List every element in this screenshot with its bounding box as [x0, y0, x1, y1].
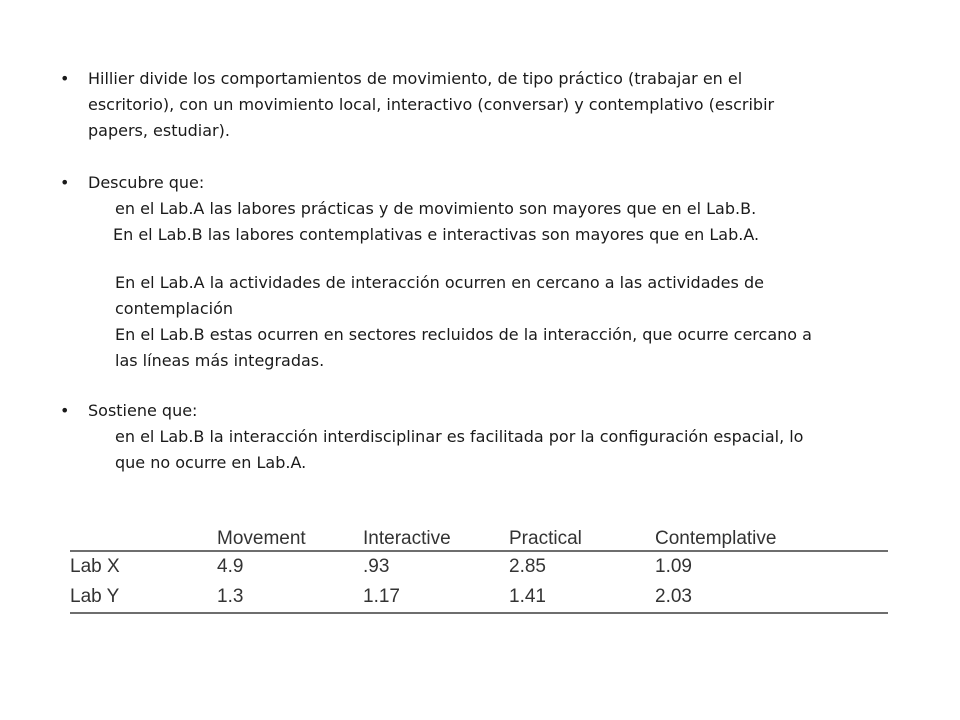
table-header-cell: Movement — [217, 522, 363, 551]
table-cell: 1.41 — [509, 582, 655, 613]
table-header-cell: Interactive — [363, 522, 509, 551]
bullet-dot: • — [60, 69, 70, 88]
bullet-1-line-2: escritorio), con un movimiento local, interactivo (conversar) y contemplativo (escribir — [88, 95, 775, 114]
table-header-cell: Practical — [509, 522, 655, 551]
table-header-row — [70, 522, 888, 551]
table-header-cell — [70, 522, 217, 551]
bullet-3-line-1: en el Lab.B la interacción interdisciplinar es facilitada por la configuración espacial, lo — [115, 427, 804, 446]
table-row — [70, 582, 888, 613]
table-row — [70, 551, 888, 582]
table-cell: Lab Y — [70, 582, 217, 613]
table-cell: 2.85 — [509, 556, 546, 577]
table-cell: 1.3 — [217, 582, 363, 613]
table-cell: 1.09 — [655, 556, 692, 577]
bullet-1-line-3: papers, estudiar). — [88, 121, 230, 140]
bullet-2-line-5: En el Lab.B estas ocurren en sectores recluidos de la interacción, que ocurre cercano a — [115, 325, 812, 344]
bullet-1-line-1: Hillier divide los comportamientos de movimiento, de tipo práctico (trabajar en el — [88, 69, 743, 88]
bullet-2-line-1: en el Lab.A las labores prácticas y de movimiento son mayores que en el Lab.B. — [115, 199, 757, 218]
bullet-2-line-6: las líneas más integradas. — [115, 351, 325, 370]
table-cell: 1.17 — [363, 582, 509, 613]
lab-comparison-table — [70, 522, 888, 614]
table-cell: Lab X — [70, 556, 120, 577]
bullet-2-heading: Descubre que: — [88, 173, 205, 192]
bullet-3-heading: Sostiene que: — [88, 401, 198, 420]
table-cell: 2.03 — [655, 582, 888, 613]
table-cell: .93 — [363, 556, 390, 577]
bullet-dot: • — [60, 173, 70, 192]
table-header-cell: Contemplative — [655, 522, 888, 551]
bullet-dot: • — [60, 401, 70, 420]
bullet-2-line-3: En el Lab.A la actividades de interacción ocurren en cercano a las actividades de — [115, 273, 764, 292]
bullet-3-line-2: que no ocurre en Lab.A. — [115, 453, 307, 472]
table-cell: 4.9 — [217, 556, 244, 577]
bullet-2-line-4: contemplación — [115, 299, 234, 318]
bullet-2-line-2: En el Lab.B las labores contemplativas e interactivas son mayores que en Lab.A. — [113, 225, 760, 244]
